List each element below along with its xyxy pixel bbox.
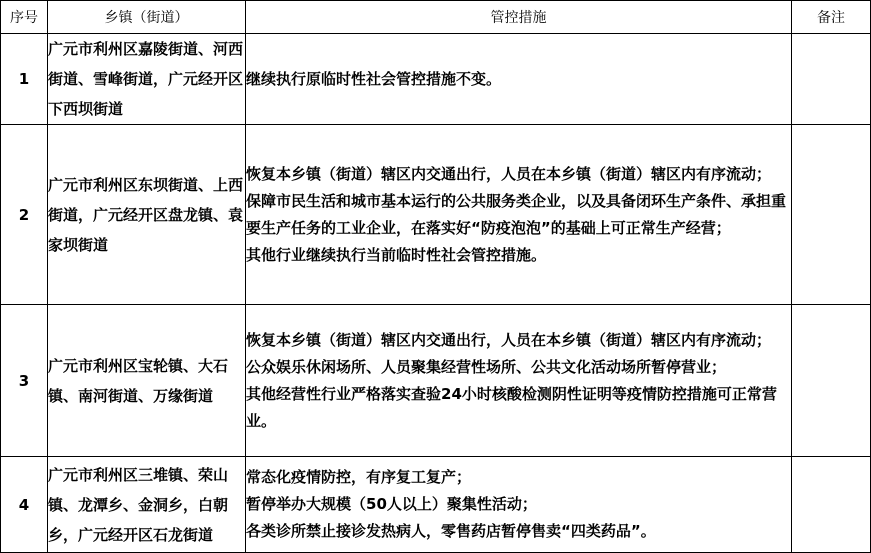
measure-line: 保障市民生活和城市基本运行的公共服务类企业，以及具备闭环生产条件、承担重要生产任务的工业企业，在落实好“防疫泡泡”的基础上可正常生产经营； [246, 191, 787, 237]
measure-line: 常态化疫情防控，有序复工复产； [246, 468, 472, 486]
row-measures [246, 457, 792, 553]
table-row [1, 34, 871, 125]
row-index: 2 [1, 125, 48, 305]
measure-line: 其他经营性行业严格落实查验24小时核酸检测阴性证明等疫情防控措施可正常营业。 [246, 384, 777, 430]
row-measures [246, 34, 792, 125]
row-town: 广元市利州区三堆镇、荣山镇、龙潭乡、金洞乡，白朝乡，广元经开区石龙街道 [48, 457, 246, 553]
row-index: 1 [1, 34, 48, 125]
measure-line: 暂停举办大规模（50人以上）聚集性活动； [246, 495, 537, 513]
measure-line: 恢复本乡镇（街道）辖区内交通出行，人员在本乡镇（街道）辖区内有序流动； [246, 330, 772, 349]
header-measures: 管控措施 [246, 1, 792, 34]
row-note [792, 305, 871, 457]
table-row [1, 125, 871, 305]
row-town: 广元市利州区东坝街道、上西街道，广元经开区盘龙镇、袁家坝街道 [48, 125, 246, 305]
row-town: 广元市利州区宝轮镇、大石镇、南河街道、万缘街道 [48, 305, 246, 457]
table-row [1, 457, 871, 553]
measure-line: 公众娱乐休闲场所、人员聚集经营性场所、公共文化活动场所暂停营业； [246, 357, 727, 376]
row-index: 4 [1, 457, 48, 553]
measure-line: 其他行业继续执行当前临时性社会管控措施。 [246, 245, 547, 264]
header-town: 乡镇（街道） [48, 1, 246, 34]
measure-line: 继续执行原临时性社会管控措施不变。 [246, 69, 502, 88]
table-row [1, 305, 871, 457]
measure-line: 恢复本乡镇（街道）辖区内交通出行，人员在本乡镇（街道）辖区内有序流动； [246, 164, 772, 183]
header-note: 备注 [792, 1, 871, 34]
measure-line: 各类诊所禁止接诊发热病人，零售药店暂停售卖“四类药品”。 [246, 522, 656, 540]
header-index: 序号 [1, 1, 48, 34]
row-index: 3 [1, 305, 48, 457]
row-note [792, 125, 871, 305]
table-header-row [1, 1, 871, 34]
row-note [792, 457, 871, 553]
row-town: 广元市利州区嘉陵街道、河西街道、雪峰街道，广元经开区下西坝街道 [48, 34, 246, 125]
row-measures [246, 305, 792, 457]
row-measures [246, 125, 792, 305]
row-note [792, 34, 871, 125]
